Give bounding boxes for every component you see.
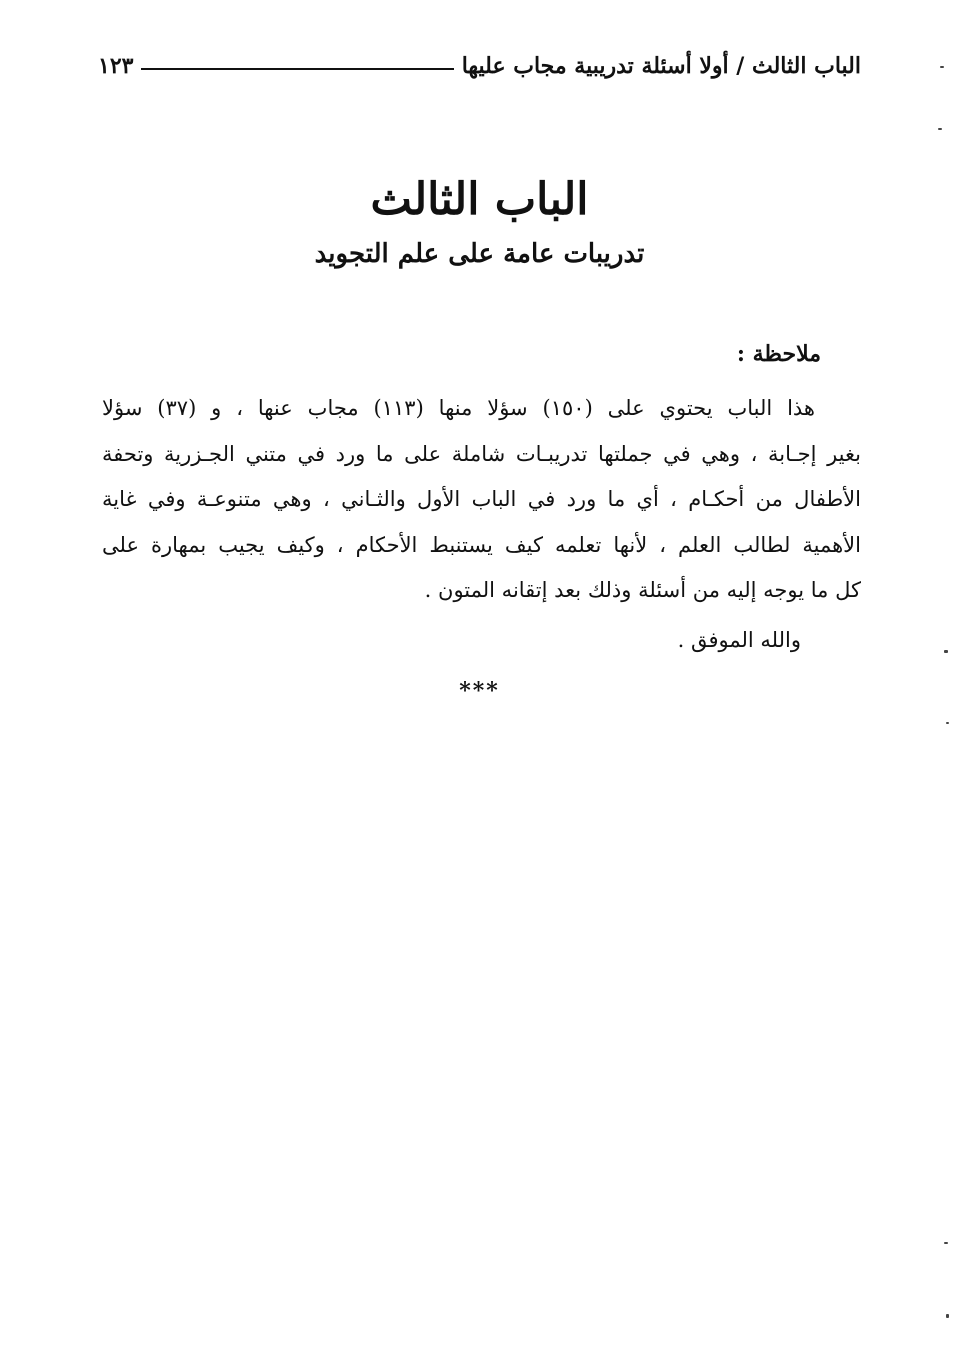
note-label: ملاحظة : (736, 341, 821, 367)
closing-line: والله الموفق . (677, 628, 801, 652)
paragraph-line: بغير إجـابة ، وهي في جملتها تدريبـات شاملة على ما ورد في متني الجـزرية وتحفة (102, 441, 861, 466)
paragraph-line: الأهمية لطالب العلم ، لأنها تعلمه كيف يستنبط الأحكام ، وكيف يجيب بمهارة على (102, 532, 861, 557)
running-header (98, 48, 861, 84)
note-paragraph (102, 386, 861, 614)
paragraph-line: الأطفال من أحكـام ، أي ما ورد في الباب الأول والثـاني ، وهي متنوعـة وفي غاية (102, 487, 861, 511)
chapter-title: الباب الثالث (370, 174, 589, 225)
scan-speck (938, 128, 942, 130)
paragraph-line: كل ما يوجه إليه من أسئلة وذلك بعد إتقانه المتون . (424, 578, 861, 602)
scan-speck (946, 722, 949, 724)
chapter-subtitle: تدريبات عامة على علم التجويد (314, 239, 645, 269)
header-title: الباب الثالث / أولا أسئلة تدريبية مجاب عليها (461, 53, 861, 79)
scan-speck (946, 1314, 949, 1318)
scan-speck (944, 650, 948, 653)
header-rule (141, 68, 453, 70)
section-separator: *** (459, 678, 500, 704)
scan-speck (940, 66, 944, 68)
scan-speck (944, 1242, 948, 1244)
page-number: ١٢٣ (98, 53, 134, 79)
paragraph-line: هذا الباب يحتوي على (١٥٠) سؤلا منها (١١٣) مجاب عنها ، و (٣٧) سؤلا (102, 396, 816, 420)
